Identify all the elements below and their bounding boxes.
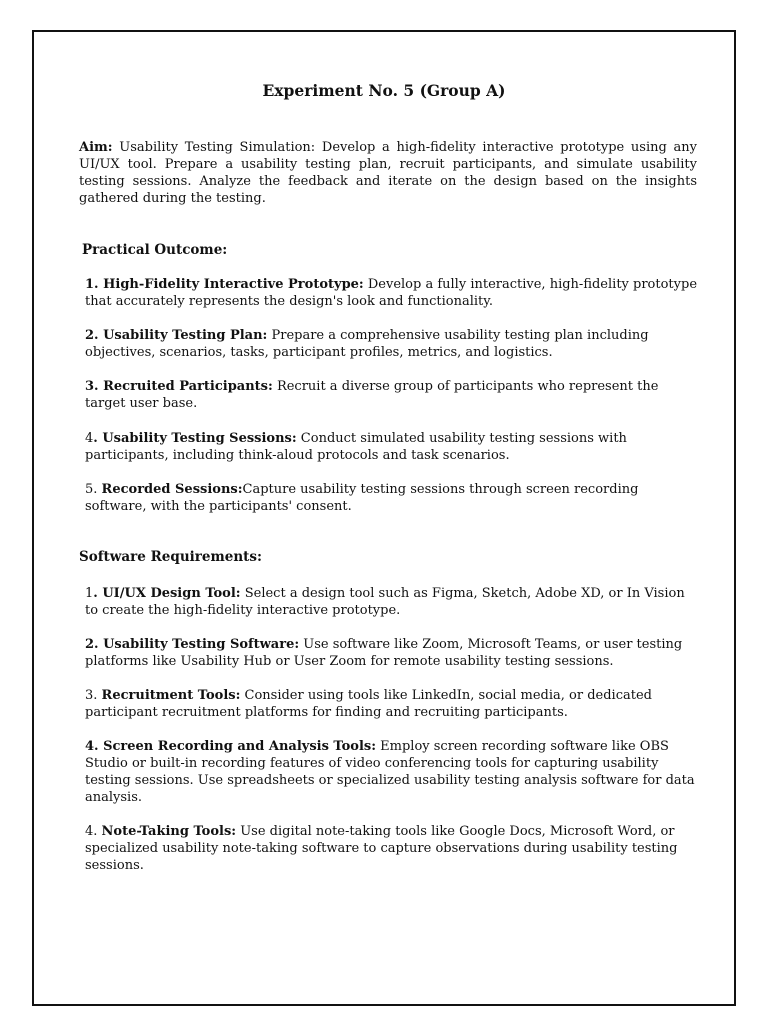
outcome-item-text: Conduct simulated usability testing sessions with participants, including think-aloud protocols and task scenarios. <box>85 431 627 463</box>
software-item-label: Recruitment Tools: <box>101 688 241 703</box>
software-item-number: 4. <box>85 824 102 839</box>
outcome-item-text: Prepare a comprehensive usability testing plan including objectives, scenarios, tasks, participant profiles, metrics, and logistics. <box>85 328 649 360</box>
outcome-item-2 <box>85 327 700 361</box>
outcome-item-label: 2. Usability Testing Plan: <box>85 328 268 343</box>
outcome-item-label: 1. High-Fidelity Interactive Prototype: <box>85 277 364 292</box>
aim-paragraph <box>79 139 697 207</box>
outcome-item-text: Develop a fully interactive, high-fidelity prototype that accurately represents the design's look and functionality. <box>85 277 698 309</box>
outcome-item-1 <box>85 276 700 310</box>
page-title: Experiment No. 5 (Group A) <box>262 81 506 100</box>
outcome-item-label: 3. Recruited Participants: <box>85 379 273 394</box>
software-item-label: . UI/UX Design Tool: <box>93 586 241 601</box>
outcome-item-label: Recorded Sessions: <box>101 482 243 497</box>
software-item-3 <box>85 687 700 721</box>
outcome-item-3 <box>85 378 700 412</box>
outcome-item-5 <box>85 481 700 515</box>
software-item-text: Employ screen recording software like OBS Studio or built-in recording features of video conferencing tools for capturing usability testing sessions. Use spreadsheets or specialized usability testing analysis software for data analysis. <box>85 739 695 805</box>
software-item-number: 3. <box>85 688 102 703</box>
software-item-label: Note-Taking Tools: <box>101 824 237 839</box>
aim-text: Usability Testing Simulation: Develop a high-fidelity interactive prototype using any UI/UX tool. Prepare a usability testing plan, recruit participants, and simulate usability testing sessions. Analyze the feedback and iterate on the design based on the insights gathered during the testing. <box>79 140 697 206</box>
software-item-4 <box>85 738 700 806</box>
software-item-label: 2. Usability Testing Software: <box>85 637 300 652</box>
software-requirements-heading: Software Requirements: <box>79 549 262 565</box>
software-item-text: Consider using tools like LinkedIn, social media, or dedicated participant recruitment platforms for finding and recruiting participants. <box>85 688 652 720</box>
software-item-1 <box>85 585 700 619</box>
outcome-item-number: 4 <box>85 431 94 446</box>
practical-outcome-heading: Practical Outcome: <box>82 242 228 258</box>
software-item-5 <box>85 823 700 874</box>
software-item-text: Use software like Zoom, Microsoft Teams, or user testing platforms like Usability Hub or User Zoom for remote usability testing sessions. <box>85 637 683 669</box>
outcome-item-4 <box>85 430 700 464</box>
software-item-number: 1 <box>85 586 94 601</box>
software-item-text: Select a design tool such as Figma, Sketch, Adobe XD, or In Vision to create the high-fidelity interactive prototype. <box>85 586 685 618</box>
outcome-item-number: 5. <box>85 482 102 497</box>
outcome-item-text: Recruit a diverse group of participants who represent the target user base. <box>85 379 659 411</box>
software-item-2 <box>85 636 700 670</box>
outcome-item-text: Capture usability testing sessions through screen recording software, with the participants' consent. <box>85 482 639 514</box>
outcome-item-label: . Usability Testing Sessions: <box>93 431 297 446</box>
aim-label: Aim: <box>79 140 113 155</box>
software-item-text: Use digital note-taking tools like Google Docs, Microsoft Word, or specialized usability note-taking software to capture observations during usability testing sessions. <box>85 824 678 873</box>
software-item-label: 4. Screen Recording and Analysis Tools: <box>85 739 377 754</box>
